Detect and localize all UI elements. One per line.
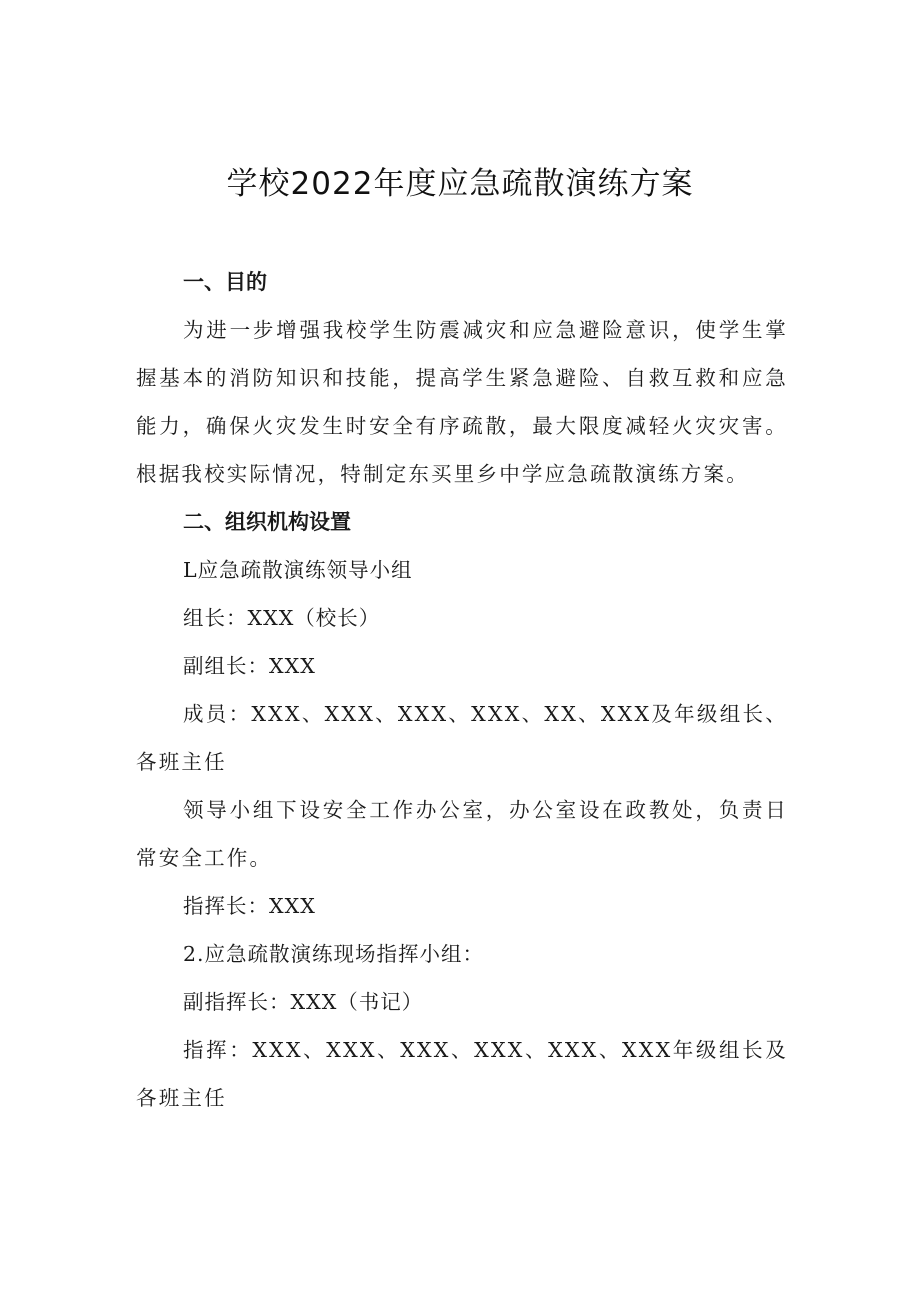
purpose-paragraph: 为进一步增强我校学生防震减灾和应急避险意识，使学生掌握基本的消防知识和技能，提高学生紧急避险、自救互救和应急能力，确保火灾发生时安全有序疏散，最大限度减轻火灾灾害。根据我校实际情况，特制定东买里乡中学应急疏散演练方案。	[136, 318, 788, 486]
group-leader: 组长：XXX（校长）	[183, 606, 381, 630]
deputy-group-leader: 副组长：XXX	[183, 654, 316, 678]
deputy-commander: 副指挥长：XXX（书记）	[183, 990, 424, 1014]
leadership-group-title: L应急疏散演练领导小组	[183, 558, 413, 582]
document-body	[136, 258, 788, 1122]
section-heading-organization: 二、组织机构设置	[183, 510, 351, 534]
section-heading-purpose: 一、目的	[183, 270, 267, 294]
directors: 指挥：XXX、XXX、XXX、XXX、XXX、XXX年级组长及各班主任	[136, 1038, 788, 1110]
commander: 指挥长：XXX	[183, 894, 316, 918]
document-title: 学校2022年度应急疏散演练方案	[226, 166, 694, 202]
group-members: 成员：XXX、XXX、XXX、XXX、XX、XXX及年级组长、各班主任	[136, 702, 788, 774]
safety-office-note: 领导小组下设安全工作办公室，办公室设在政教处，负责日常安全工作。	[136, 798, 788, 870]
field-command-group-title: 2.应急疏散演练现场指挥小组：	[183, 942, 485, 966]
